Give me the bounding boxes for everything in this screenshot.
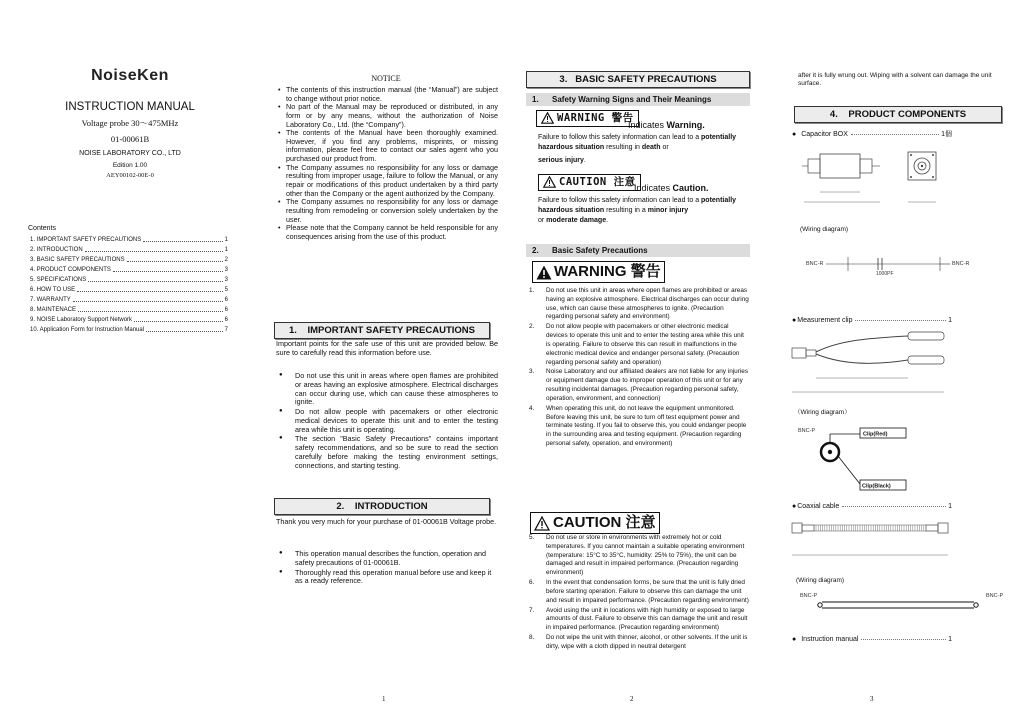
list-item-text: Do not wipe the unit with thinner, alcohol, or other solvents. If the unit is dirty, wipe with a cloth dipped in neutral detergent: [546, 634, 748, 650]
page-4: [790, 0, 1008, 724]
caution-list: [526, 534, 750, 653]
list-item: [526, 323, 750, 367]
clip-black-label: Clip(Black): [862, 483, 891, 490]
notice-title: NOTICE: [371, 74, 401, 83]
section-2-intro: Thank you very much for your purchase of 01-00061B Voltage probe.: [276, 517, 497, 526]
list-item-number: 7.: [529, 606, 535, 614]
component-measurement-clip: ● Measurement clip 1: [792, 317, 952, 324]
list-item: [526, 405, 750, 449]
list-item-text: In the event that condensation forms, be sure that the unit is fully dried before starting operation. Failure to observe this can damage the unit and result in impaired performance. (Precaution regarding environment): [546, 579, 749, 604]
toc-entry: [22, 295, 228, 305]
toc-entry-page: 6: [224, 317, 228, 323]
edition: Edition 1.00: [112, 162, 148, 169]
section-4-heading: 4. PRODUCT COMPONENTS: [794, 106, 1002, 123]
list-item-text: Noise Laboratory and our affiliated dealers are not liable for any injuries or equipment damage due to improper operation of this unit or for any resulting incidental damages. (Precaution regarding personal safety, operation, environment, and connection): [546, 368, 749, 402]
cap-value-label: 1000PF: [876, 271, 894, 277]
list-item: ● Do not use this unit in areas where open flames are prohibited or areas having an explosive atmosphere. Electrical discharges can occur during use, which can cause these atmospheres to ignite.: [276, 372, 498, 407]
caution-indicates: Indicates Caution.: [634, 183, 709, 193]
warning-indicates: Indicates Warning.: [628, 120, 705, 130]
list-item-number: 4.: [529, 404, 535, 412]
noiseken-logo: NoiseKen: [91, 67, 169, 84]
coax-left-label: BNC-P: [800, 593, 818, 599]
clip-bnc-label: BNC-P: [798, 428, 816, 434]
toc-entry: [22, 275, 228, 285]
list-item: [526, 607, 750, 633]
coax-wiring-diagram: [790, 589, 1008, 619]
list-item-text: Avoid using the unit in locations with high humidity or exposed to large amounts of dust. Failure to observe this can damage the unit and result in impaired performance. (Precaution regarding environment): [546, 606, 748, 632]
toc-entry-title: 10. Application Form for Instruction Manual: [30, 327, 145, 333]
toc-entry: [22, 235, 228, 245]
caution-sign: CAUTION 注意: [538, 174, 641, 192]
subsection-2-heading: 2. Basic Safety Precautions: [526, 244, 750, 257]
list-item: • The contents of the Manual have been thoroughly examined. However, if you find any problems, misprints, or missing information, please feel free to contact our sales agent who you purchased our product from.: [276, 129, 498, 164]
page-2: [272, 0, 500, 724]
bullet-dot-icon: ●: [792, 503, 797, 510]
section-1-heading: 1. IMPORTANT SAFETY PRECAUTIONS: [274, 322, 490, 339]
product-name: Voltage probe 30〜475MHz: [81, 118, 179, 128]
toc-entry: [22, 255, 228, 265]
toc-entry-title: 2. INTRODUCTION: [30, 247, 83, 253]
caution-triangle-icon: [543, 176, 556, 188]
component-instruction-manual: ● Instruction manual 1: [792, 636, 952, 643]
toc-entry-title: 6. HOW TO USE: [30, 287, 76, 293]
section-1-list: [276, 372, 498, 472]
clip-red-label: Clip(Red): [863, 431, 888, 438]
doc-code: AEY00102-00E-0: [106, 172, 154, 179]
component-capacitor-box: ● Capacitor BOX 1個: [792, 131, 952, 138]
toc-entry-page: 6: [224, 307, 228, 313]
list-item: ● Thoroughly read this operation manual before use and keep it as a ready reference.: [276, 569, 498, 587]
toc-entry-page: 3: [224, 267, 228, 273]
wiring-diagram-label-3: (Wiring diagram): [796, 577, 845, 584]
page-3: [524, 0, 752, 724]
wiring-diagram-label-2: （Wiring diagram）: [794, 409, 851, 416]
cap-right-label: BNC-R: [952, 261, 970, 267]
big-warning-sign: WARNING 警告: [532, 261, 665, 283]
list-item-number: 6.: [529, 579, 535, 587]
contents-label: Contents: [28, 225, 57, 232]
list-item-number: 8.: [529, 634, 535, 642]
toc-entry-page: 1: [224, 247, 228, 253]
toc-entry: [22, 265, 228, 275]
page-number-1: 1: [382, 695, 386, 703]
clip-wiring-diagram: [794, 424, 944, 494]
toc-entry: [22, 325, 228, 335]
table-of-contents: [22, 235, 228, 335]
list-item: [526, 534, 750, 578]
caution-outline-triangle-icon: [534, 516, 550, 531]
toc-entry-title: 4. PRODUCT COMPONENTS: [30, 267, 111, 273]
toc-entry-title: 8. MAINTENACE: [30, 307, 77, 313]
list-item-number: 2.: [529, 323, 535, 331]
big-caution-sign: CAUTION 注意: [530, 512, 660, 534]
toc-entry: [22, 285, 228, 295]
component-coaxial-cable: ● Coaxial cable 1: [792, 503, 952, 510]
toc-entry-page: 3: [224, 277, 228, 283]
list-item-number: 1.: [529, 287, 535, 294]
coax-right-label: BNC-P: [986, 593, 1004, 599]
page-number-2: 2: [630, 695, 634, 703]
notice-list: [276, 86, 498, 242]
toc-entry: [22, 305, 228, 315]
list-item-text: Do not use this unit in areas where open flames are prohibited or areas having an explosive atmosphere. Electrical discharges can occur during use, which can cause these atmospheres to ignite. (Precaution regarding personal safety and environment): [546, 287, 749, 321]
list-item-text: When operating this unit, do not leave the equipment unmonitored. Before leaving this unit, be sure to turn off test equipment power and terminate testing. If you fail to observe this, you could endanger people in the surrounding area and testing equipment. (Precaution regarding personal safety, operation, and environment): [546, 404, 747, 448]
section-2-list: [276, 550, 498, 587]
toc-entry-page: 6: [224, 297, 228, 303]
list-item-text: Do not use or store in environments with extremely hot or cold temperatures. If you cannot maintain a suitable operating environment (temperature: 15°C to 35°C, humidity: 25% to 75%), the unit can be damaged and result in impaired performance. (Precaution regarding environment): [546, 534, 745, 577]
list-item-text: Do not allow people with pacemakers or other electronic medical devices to operate this unit and to enter the testing area while this unit is operating. Failure to observe this can result in malfunctions in the electronic medical device and endanger personal safety. (Precaution regarding personal safety and operation): [546, 323, 744, 366]
list-item: ● This operation manual describes the function, operation and safety precautions of 01-00061B.: [276, 550, 498, 568]
toc-entry-title: 9. NOISE Laboratory Support Network: [30, 317, 133, 323]
toc-entry: [22, 315, 228, 325]
capacitor-wiring-diagram: [790, 253, 1008, 279]
continued-text: after it is fully wrung out. Wiping with a solvent can damage the unit surface.: [798, 72, 992, 87]
section-3-heading: 3. BASIC SAFETY PRECAUTIONS: [526, 71, 750, 88]
toc-entry-title: 7. WARRANTY: [30, 297, 71, 303]
toc-entry: [22, 245, 228, 255]
page-number-3: 3: [870, 695, 874, 703]
measurement-clip-drawing: [790, 330, 960, 406]
warning-list: [526, 287, 750, 450]
list-item: [526, 579, 750, 605]
toc-entry-page: 7: [224, 327, 228, 333]
toc-entry-page: 2: [224, 257, 228, 263]
toc-entry-title: 1. IMPORTANT SAFETY PRECAUTIONS: [30, 237, 142, 243]
bullet-dot-icon: ●: [792, 636, 797, 643]
toc-entry-page: 5: [224, 287, 228, 293]
warning-description: Failure to follow this safety information can lead to a potentially hazardous situation resulting in death or serious injury.: [538, 134, 737, 165]
subsection-1-heading: 1. Safety Warning Signs and Their Meanings: [526, 93, 750, 106]
warning-sign: WARNING 警告: [536, 110, 639, 128]
list-item: [526, 287, 750, 322]
list-item: [526, 368, 750, 403]
list-item: • The Company assumes no responsibility for any loss or damage resulting from improper usage, failure to follow the Manual, or any repair or modifications of this product undertaken by a third party other than the Company or the agent authorized by the Company.: [276, 164, 498, 199]
list-item: ● Do not allow people with pacemakers or other electronic medical devices to operate this unit and to enter the testing area while this unit is operating.: [276, 408, 498, 434]
capacitor-box-drawing: [798, 144, 948, 214]
list-item: • No part of the Manual may be reproduced or distributed, in any form or by any means, without the authorization of Noise Laboratory Co., Ltd. (the “Company”).: [276, 103, 498, 129]
section-1-intro: Important points for the safe use of this unit are provided below. Be sure to carefully read this information before use.: [276, 339, 498, 357]
section-2-heading: 2. INTRODUCTION: [274, 498, 490, 515]
list-item-number: 3.: [529, 368, 535, 376]
list-item: • Please note that the Company cannot be held responsible for any consequences arising from the use of this product.: [276, 224, 498, 241]
list-item: • The Company assumes no responsibility for any loss or damage resulting from remodeling or conversion solely undertaken by the user.: [276, 198, 498, 224]
list-item: ● The section "Basic Safety Precautions" contains important safety recommendations, and so be sure to read the section carefully before making the testing environment settings, connections, and starting testing.: [276, 435, 498, 470]
toc-entry-title: 3. BASIC SAFETY PRECAUTIONS: [30, 257, 125, 263]
warning-triangle-icon: [541, 112, 554, 124]
bullet-dot-icon: ●: [792, 317, 797, 324]
coaxial-cable-drawing: [790, 515, 960, 567]
toc-entry-title: 5. SPECIFICATIONS: [30, 277, 87, 283]
wiring-diagram-label-1: (Wiring diagram): [800, 226, 849, 233]
company-name: NOISE LABORATORY CO., LTD: [79, 150, 181, 157]
manual-title: INSTRUCTION MANUAL: [65, 101, 195, 113]
toc-entry-page: 1: [224, 237, 228, 243]
list-item: • The contents of this instruction manual (the “Manual”) are subject to change without prior notice.: [276, 86, 498, 103]
cap-left-label: BNC-R: [806, 261, 824, 267]
list-item-number: 5.: [529, 534, 535, 541]
warning-filled-triangle-icon: [536, 265, 552, 280]
list-item: [526, 634, 750, 652]
caution-description: Failure to follow this safety information can lead to a potentially hazardous situation resulting in a minor injury or moderate damage.: [538, 197, 737, 224]
bullet-dot-icon: ●: [792, 131, 797, 138]
model-number: 01-00061B: [110, 134, 150, 144]
